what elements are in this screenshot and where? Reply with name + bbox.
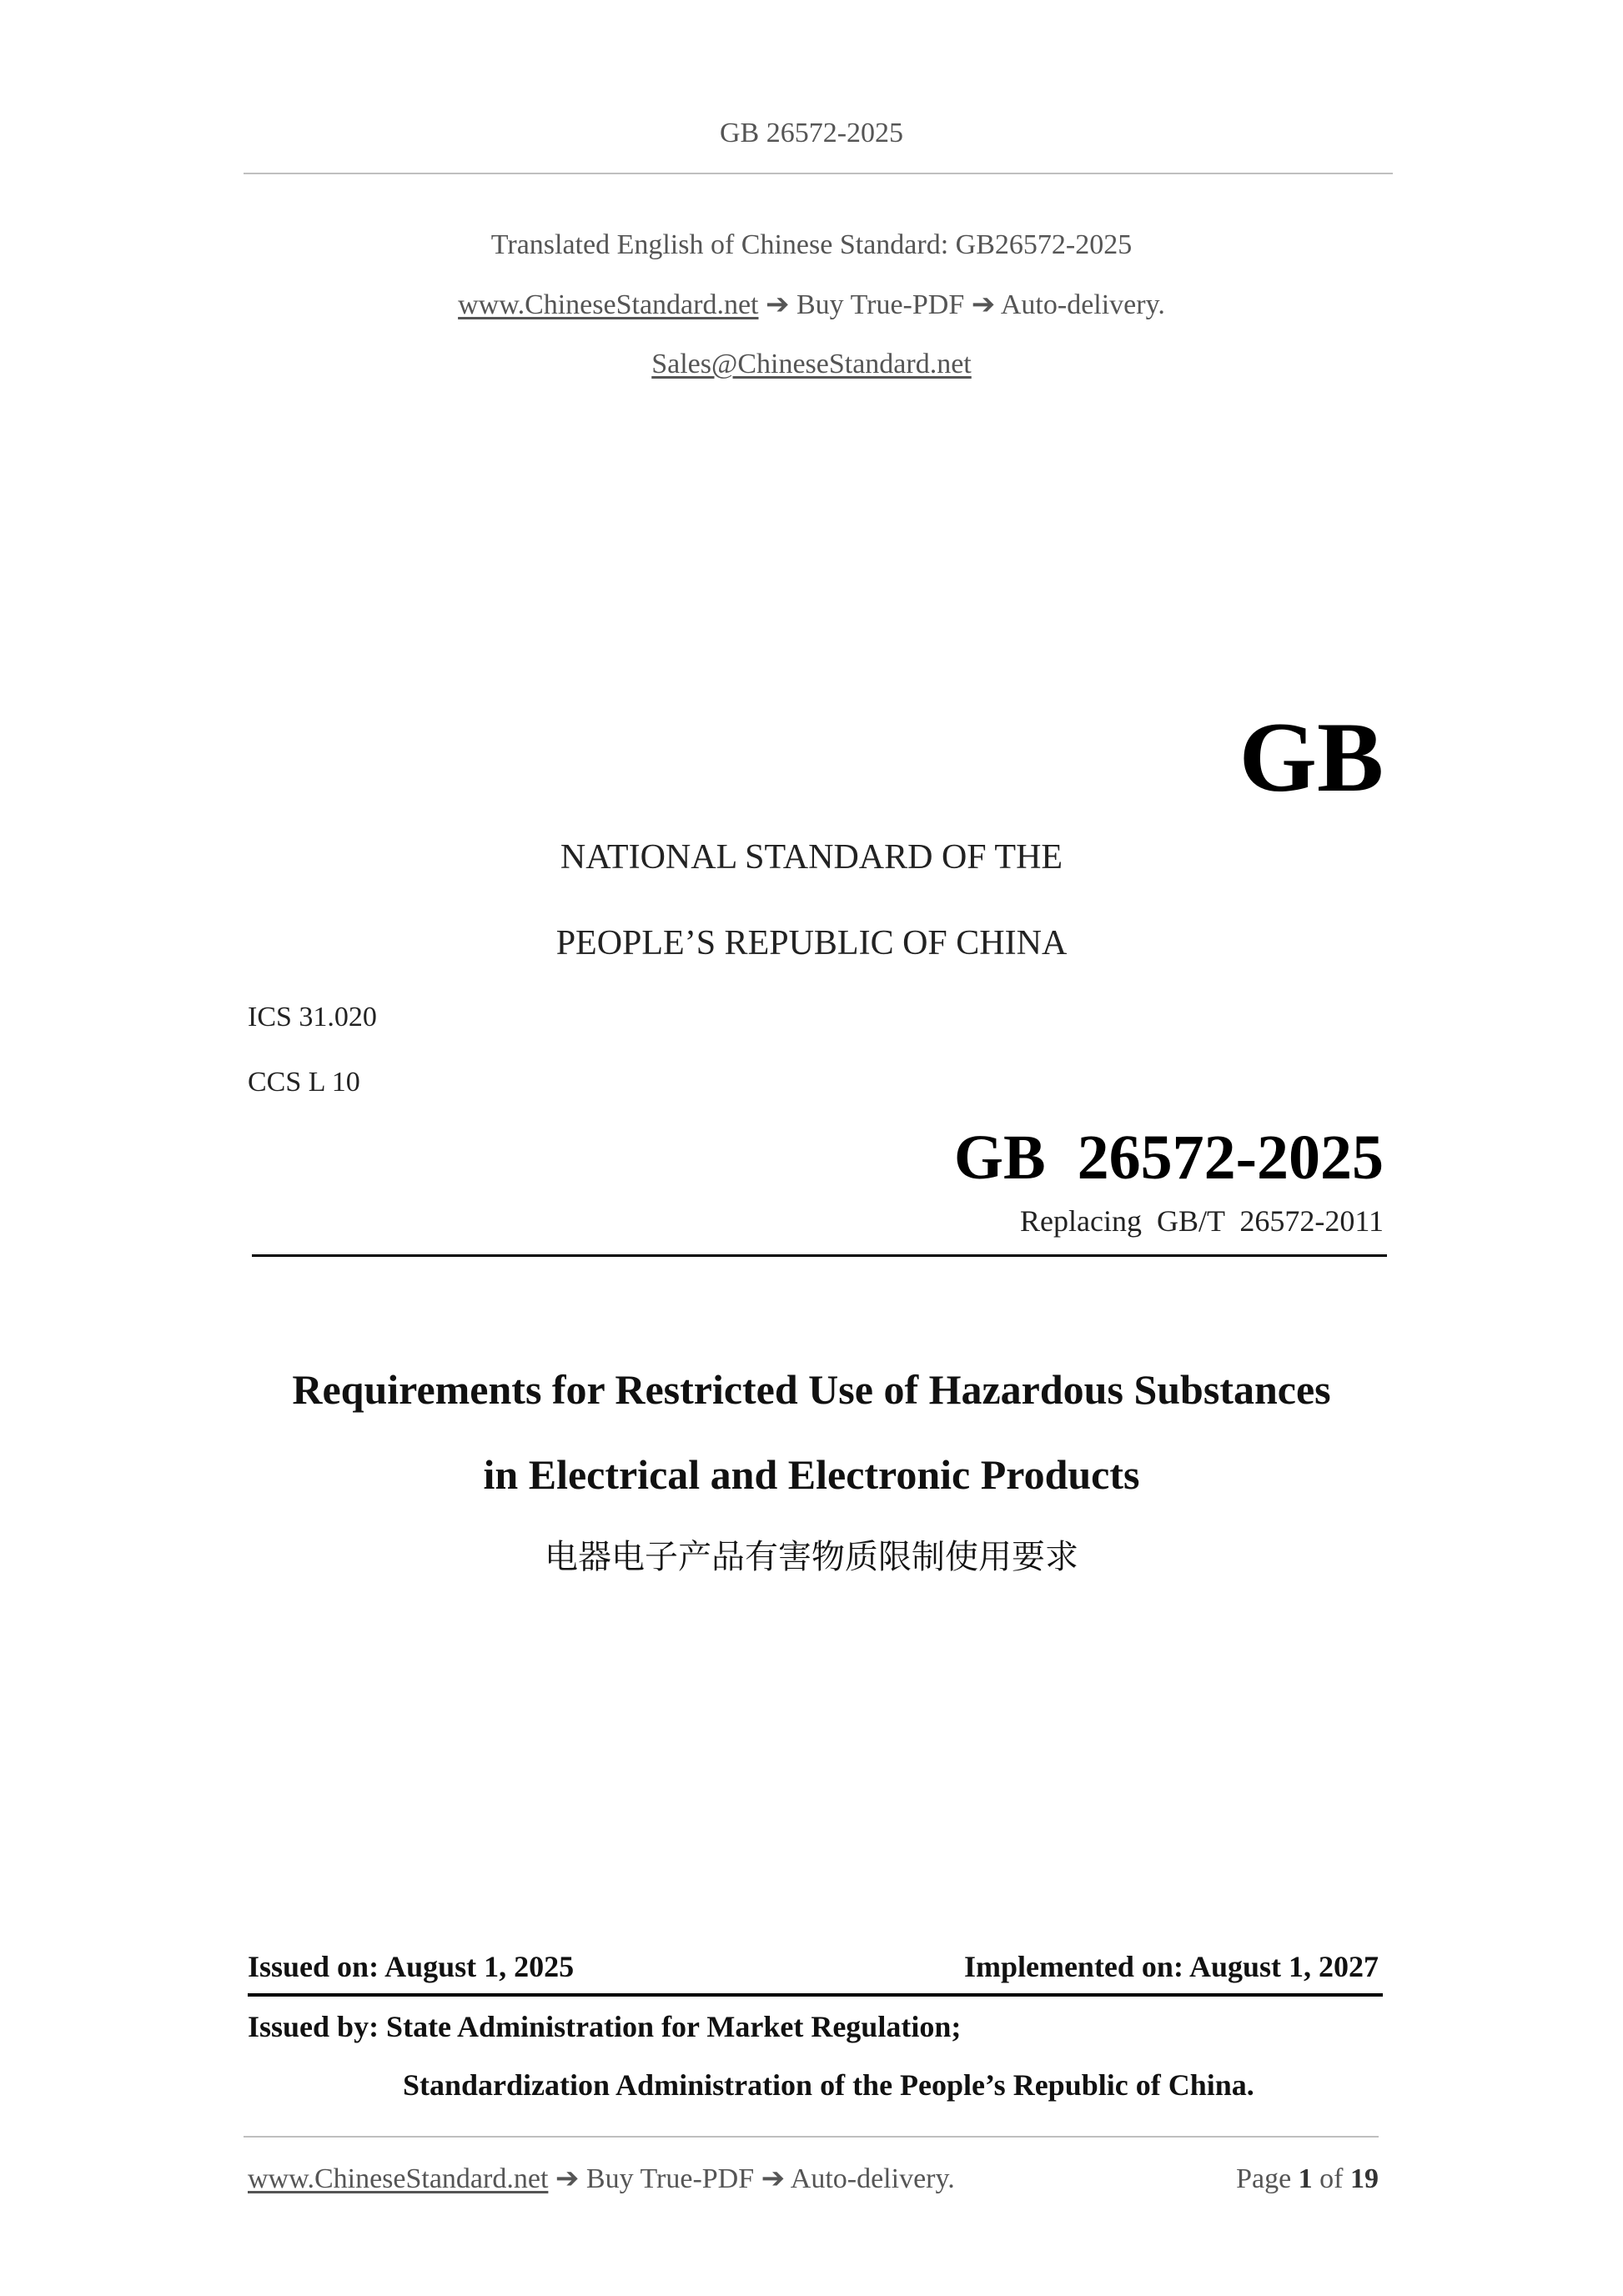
page-total: 19 — [1350, 2163, 1379, 2194]
arrow-icon: ➔ — [555, 2163, 580, 2194]
page-label: Page — [1236, 2163, 1292, 2194]
header-divider — [244, 173, 1393, 174]
translation-note: Translated English of Chinese Standard: GB26572-2025 — [490, 229, 1133, 260]
footer-website-link[interactable]: www.ChineseStandard.net — [248, 2163, 549, 2194]
sales-email-link[interactable]: Sales@ChineseStandard.net — [651, 349, 972, 379]
issued-by-line-1: Issued by: State Administration for Market Regulation; — [248, 2010, 962, 2043]
website-link[interactable]: www.ChineseStandard.net — [458, 289, 759, 320]
title-english-line-2: in Electrical and Electronic Products — [483, 1451, 1140, 1498]
title-chinese: 电器电子产品有害物质限制使用要求 — [545, 1538, 1078, 1576]
gb-mark: GB — [1239, 701, 1384, 812]
issued-by-line-2: Standardization Administration of the People’s Republic of China. — [403, 2068, 1254, 2102]
footer-delivery-text: Auto-delivery. — [790, 2163, 955, 2194]
buy-true-pdf-text: Buy True-PDF — [796, 289, 965, 320]
of-label: of — [1319, 2163, 1344, 2194]
footer-buy-text: Buy True-PDF — [585, 2163, 755, 2194]
footer-divider — [244, 2136, 1379, 2138]
footer-buy-line — [248, 2162, 955, 2197]
arrow-icon: ➔ — [971, 289, 996, 320]
ccs-code: CCS L 10 — [248, 1067, 360, 1098]
buy-line — [0, 288, 1623, 323]
arrow-icon: ➔ — [761, 2163, 786, 2194]
title-english-line-1: Requirements for Restricted Use of Hazardous Substances — [292, 1366, 1331, 1413]
auto-delivery-text: Auto-delivery. — [1000, 289, 1165, 320]
page-indicator — [1236, 2162, 1379, 2197]
issue-divider — [248, 1993, 1383, 1997]
issued-on-date: Issued on: August 1, 2025 — [248, 1950, 575, 1983]
page-number: 1 — [1298, 2163, 1313, 2194]
ics-code: ICS 31.020 — [248, 1002, 377, 1032]
running-header: GB 26572-2025 — [719, 118, 904, 148]
national-standard-line-1: NATIONAL STANDARD OF THE — [560, 838, 1063, 877]
sales-line — [0, 347, 1623, 382]
implemented-on-date: Implemented on: August 1, 2027 — [963, 1950, 1379, 1983]
replacing-standard: Replacing GB/T 26572-2011 — [1020, 1204, 1384, 1238]
arrow-icon: ➔ — [766, 289, 790, 320]
title-divider — [252, 1254, 1387, 1257]
standard-number: GB 26572-2025 — [953, 1123, 1384, 1193]
national-standard-line-2: PEOPLE’S REPUBLIC OF CHINA — [555, 924, 1068, 962]
